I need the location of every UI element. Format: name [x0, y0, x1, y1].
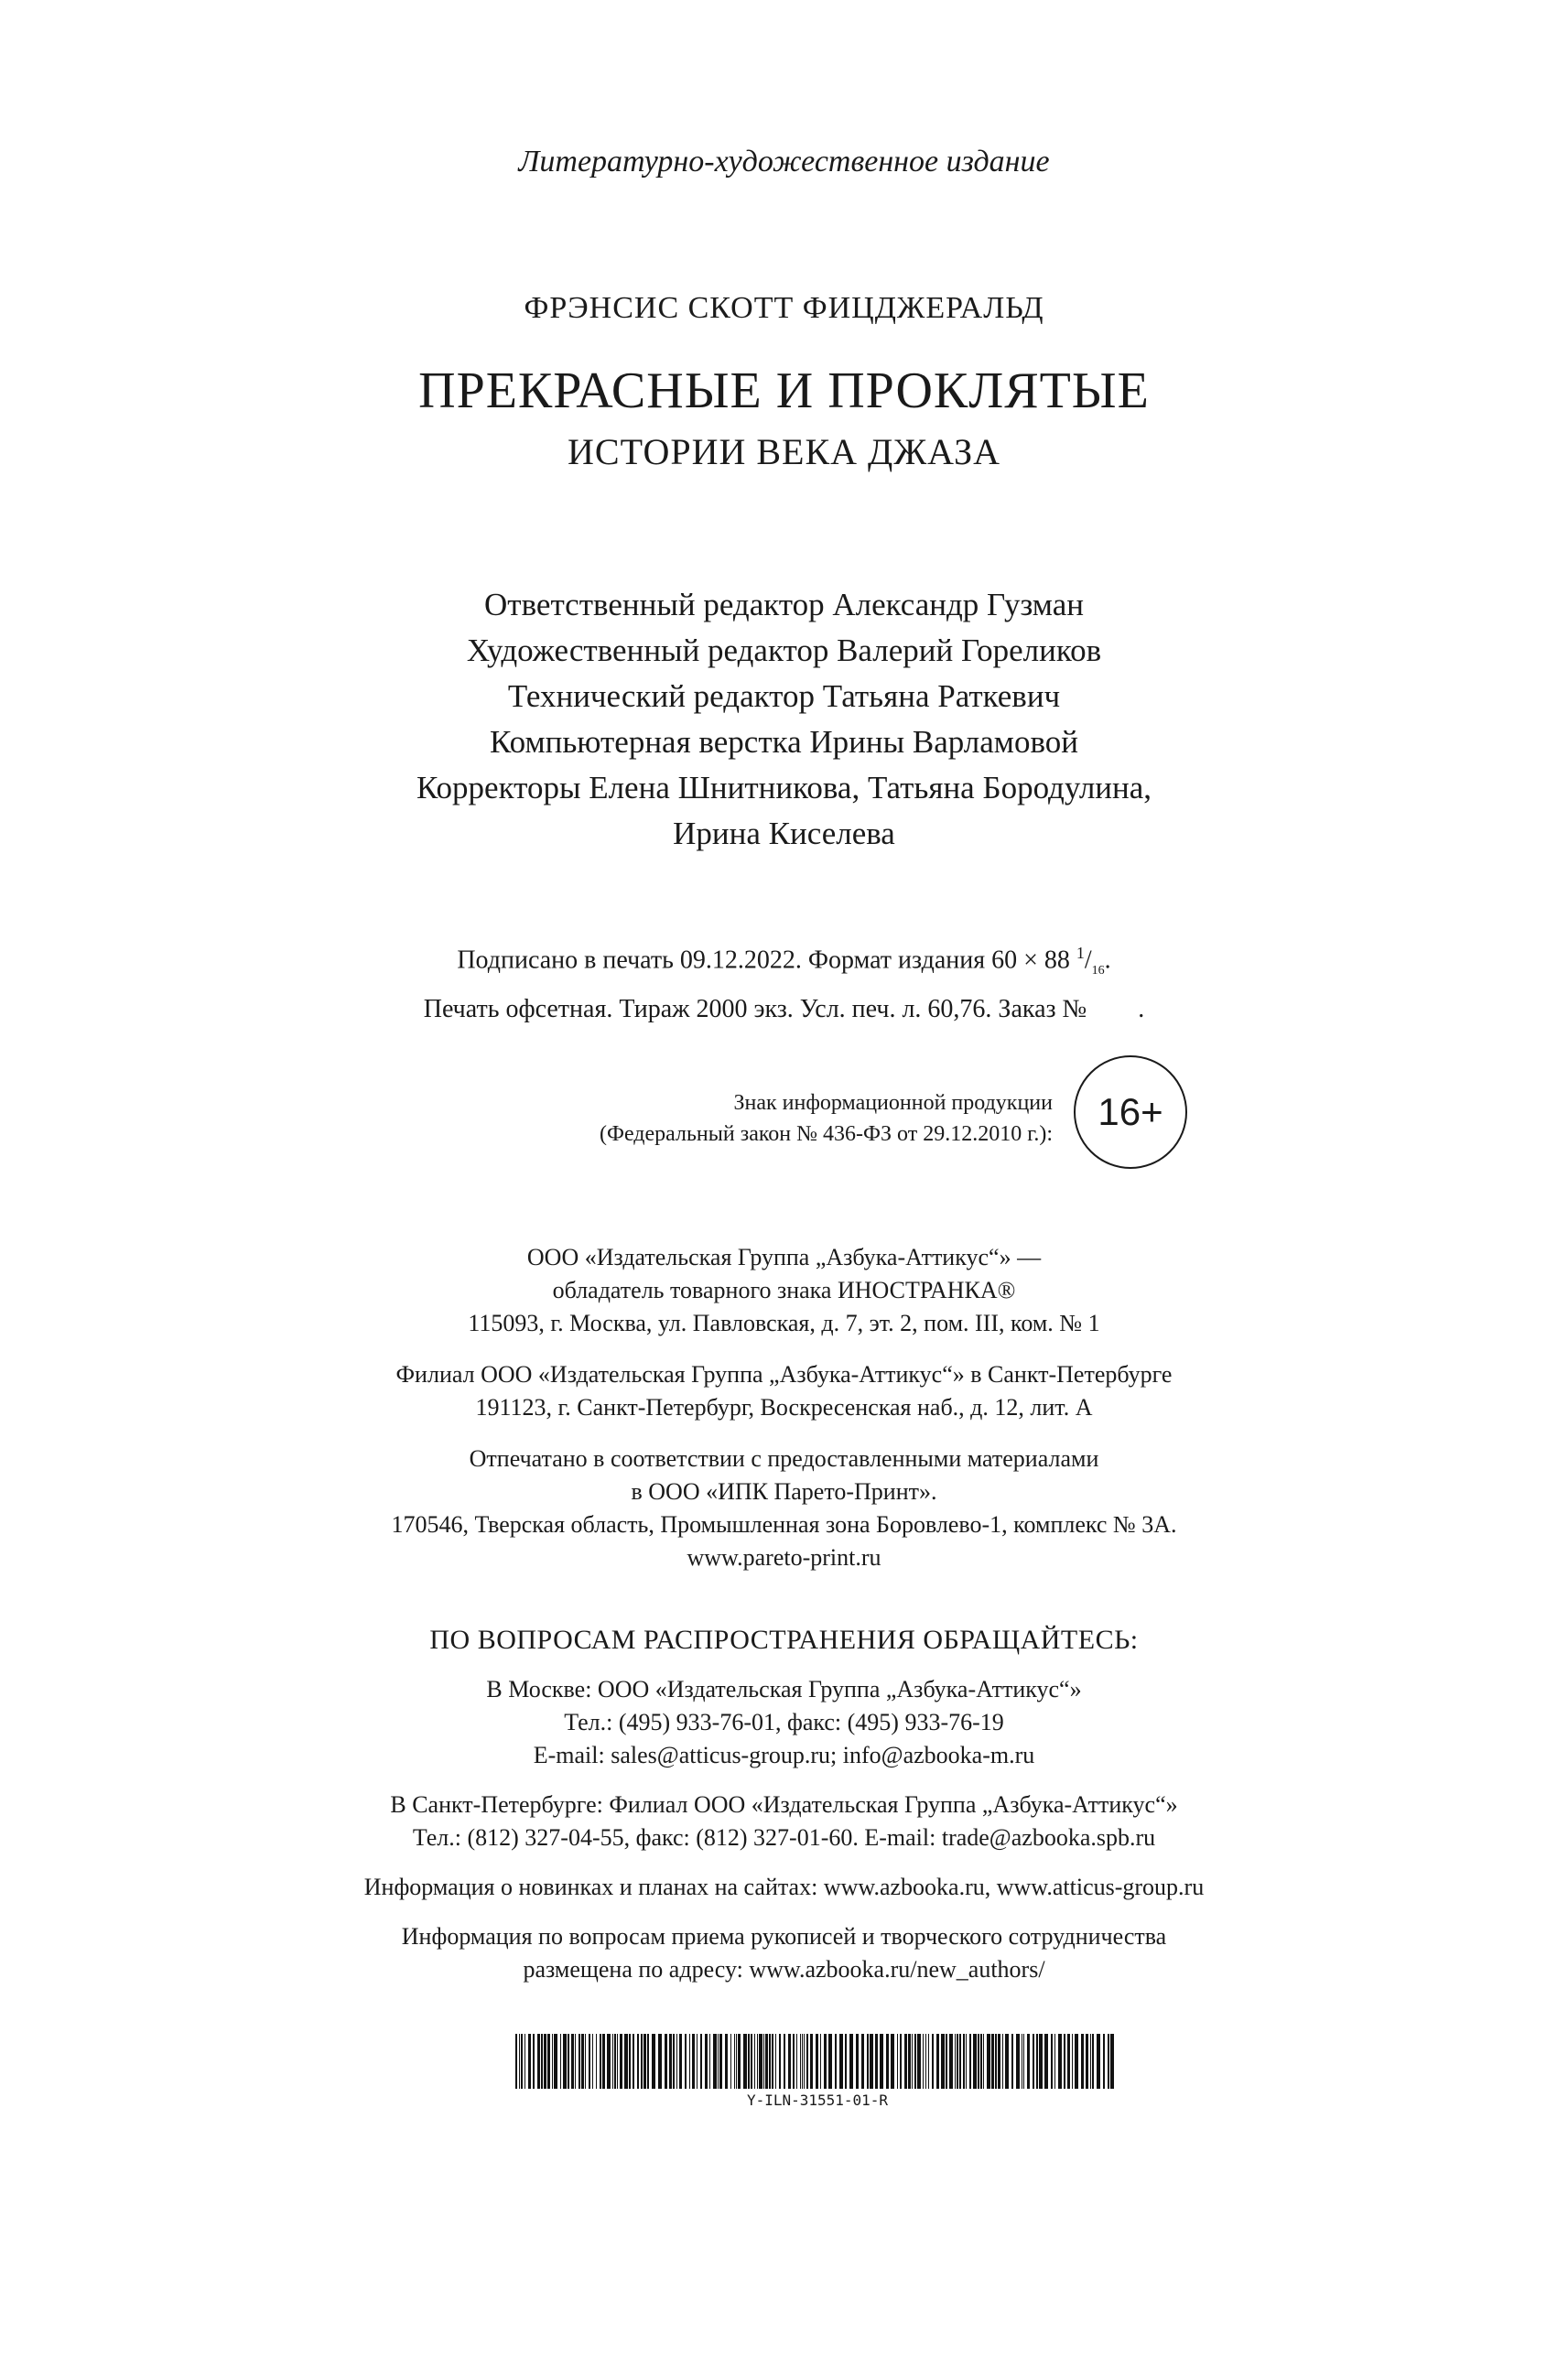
publisher-line: ООО «Издательская Группа „Азбука-Аттикус“» — [526, 1244, 1042, 1270]
distribution-line: Тел.: (812) 327-04-55, факс: (812) 327-01-60. E-mail: trade@azbooka.spb.ru [412, 1824, 1156, 1851]
staff-line: Корректоры Елена Шнитникова, Татьяна Бородулина, [416, 770, 1152, 805]
staff-line: Художественный редактор Валерий Гореликов [466, 632, 1102, 668]
barcode [515, 2034, 1119, 2089]
distribution-line: Информация о новинках и планах на сайтах: www.azbooka.ru, www.atticus-group.ru [363, 1874, 1205, 1900]
spacer [0, 1904, 1568, 1920]
spacer [0, 1340, 1568, 1358]
age-caption-line-1: Знак информационной продукции [733, 1091, 1053, 1115]
book-subtitle: ИСТОРИИ ВЕКА ДЖАЗА [568, 431, 1000, 472]
publisher-line: www.pareto-print.ru [687, 1544, 881, 1571]
publisher-line: Филиал ООО «Издательская Группа „Азбука-Аттикус“» в Санкт-Петербурге [395, 1361, 1173, 1388]
spacer [0, 1772, 1568, 1789]
distribution-line: В Санкт-Петербурге: Филиал ООО «Издательская Группа „Азбука-Аттикус“» [390, 1791, 1178, 1818]
spacer [0, 1854, 1568, 1871]
distribution-line: размещена по адресу: www.azbooka.ru/new_authors/ [523, 1956, 1045, 1983]
print-line-2: Печать офсетная. Тираж 2000 экз. Усл. печ. л. 60,76. Заказ № . [423, 994, 1145, 1023]
author-name: ФРЭНСИС СКОТТ ФИЦДЖЕРАЛЬД [524, 291, 1044, 325]
fraction-numerator: 1 [1076, 944, 1085, 962]
age-rating-value: 16+ [1098, 1090, 1163, 1133]
publisher-line: 191123, г. Санкт-Петербург, Воскресенская наб., д. 12, лит. А [475, 1394, 1093, 1421]
distribution-line: E-mail: sales@atticus-group.ru; info@azbooka-m.ru [533, 1742, 1035, 1768]
editorial-staff [0, 582, 1568, 857]
age-rating-caption [421, 1087, 1053, 1150]
print-run-text: Печать офсетная. Тираж 2000 экз. Усл. печ. л. 60,76. Заказ № [423, 994, 1087, 1023]
age-rating-badge [1074, 1055, 1187, 1169]
publisher-line: Отпечатано в соответствии с предоставленными материалами [469, 1445, 1099, 1472]
staff-line: Технический редактор Татьяна Раткевич [507, 678, 1061, 714]
publisher-line: 115093, г. Москва, ул. Павловская, д. 7, эт. 2, пом. III, ком. № 1 [468, 1310, 1100, 1336]
distribution-info [0, 1673, 1568, 1986]
staff-line: Компьютерная верстка Ирины Варламовой [490, 724, 1078, 760]
genre-line: Литературно-художественное издание [518, 145, 1050, 178]
print-format-text: Подписано в печать 09.12.2022. Формат издания 60 × 88 [457, 946, 1076, 975]
distribution-line: Тел.: (495) 933-76-01, факс: (495) 933-76-19 [564, 1709, 1004, 1735]
fraction-denominator: 16 [1091, 963, 1105, 978]
publisher-line: 170546, Тверская область, Промышленная зона Боровлево-1, комплекс № 3А. [391, 1511, 1177, 1538]
distribution-heading: ПО ВОПРОСАМ РАСПРОСТРАНЕНИЯ ОБРАЩАЙТЕСЬ: [429, 1625, 1139, 1655]
publisher-info [0, 1241, 1568, 1574]
staff-line: Ирина Киселева [673, 816, 895, 851]
publisher-line: в ООО «ИПК Парето-Принт». [631, 1478, 937, 1505]
publisher-line: обладатель товарного знака ИНОСТРАНКА® [552, 1277, 1016, 1303]
print-line-1: Подписано в печать 09.12.2022. Формат издания 60 × 88 $^1/_{16}$. [457, 944, 1111, 978]
age-caption-line-2: (Федеральный закон № 436-ФЗ от 29.12.2010 г.): [599, 1122, 1053, 1146]
staff-line: Ответственный редактор Александр Гузман [484, 587, 1084, 622]
distribution-line: В Москве: ООО «Издательская Группа „Азбука-Аттикус“» [486, 1676, 1082, 1702]
spacer [0, 1424, 1568, 1443]
print-details [0, 934, 1568, 1029]
barcode-label: Y-ILN-31551-01-R [746, 2092, 889, 2109]
book-title: ПРЕКРАСНЫЕ И ПРОКЛЯТЫЕ [418, 362, 1150, 419]
distribution-line: Информация по вопросам приема рукописей и творческого сотрудничества [401, 1923, 1167, 1950]
